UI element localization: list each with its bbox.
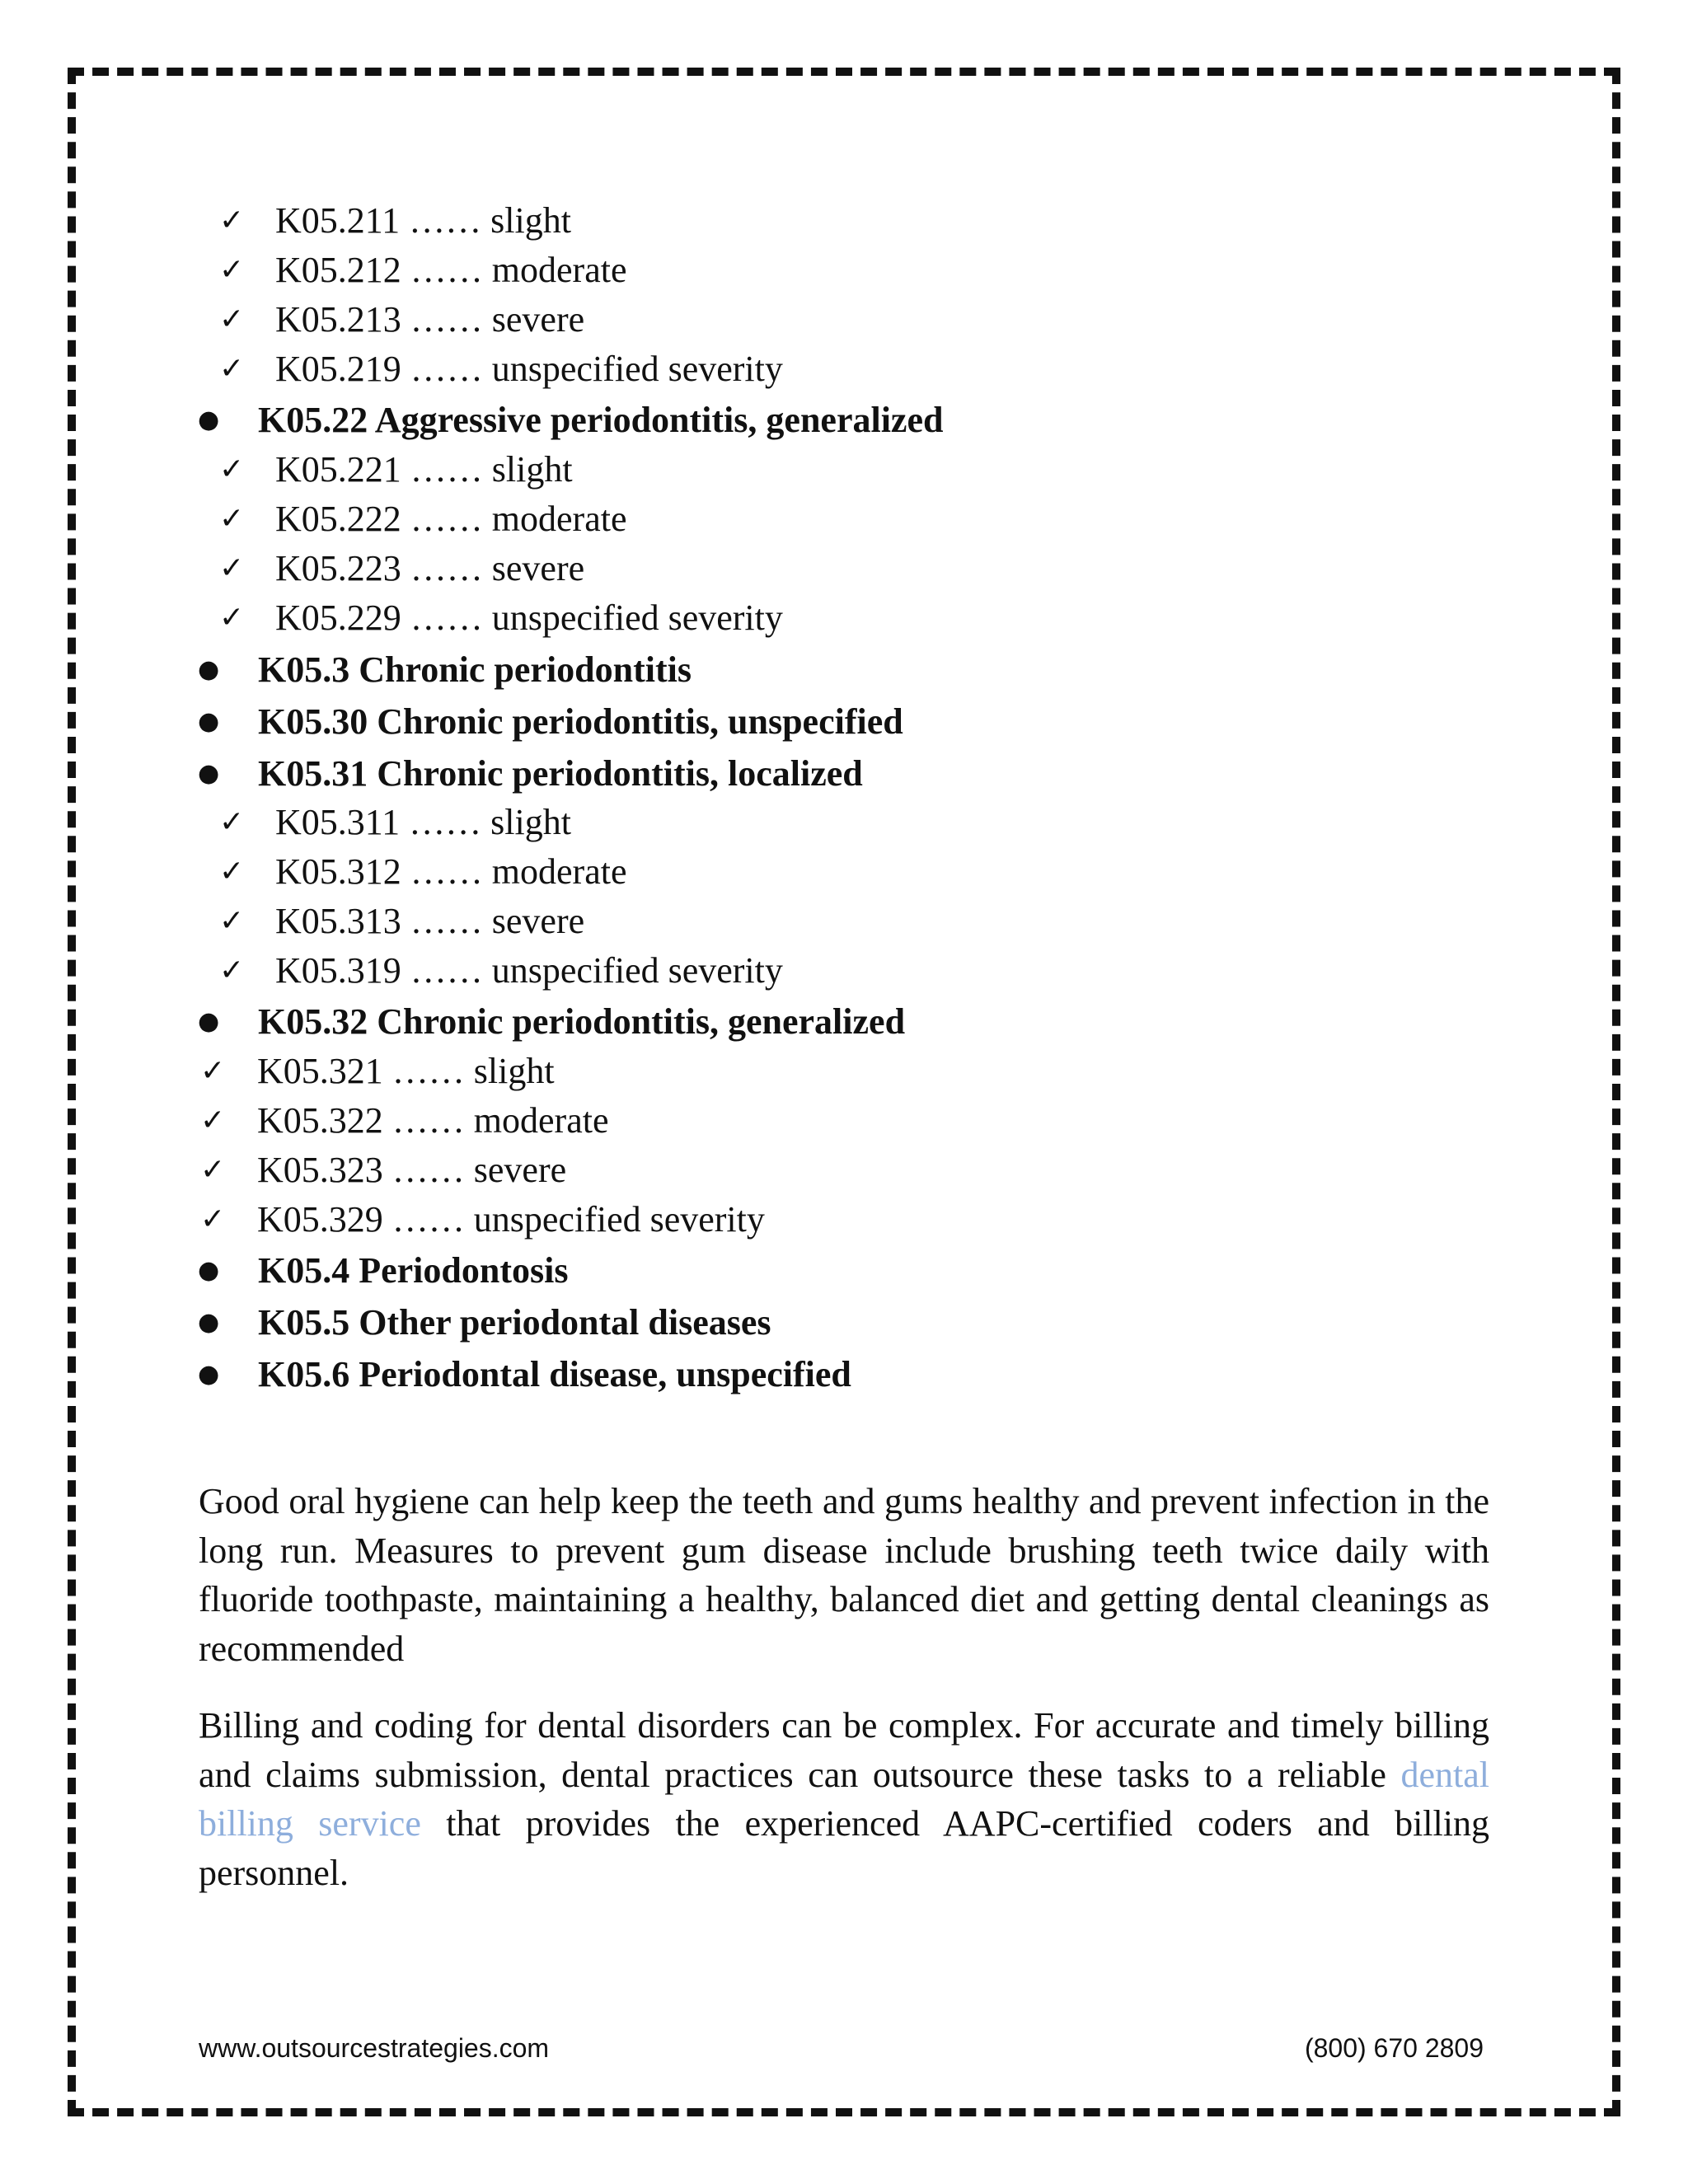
severity: moderate [491,851,627,892]
checkmark-icon: ✓ [219,855,245,888]
checkmark-icon: ✓ [219,253,245,287]
bullet-icon: ● [198,1360,220,1389]
code: K05.212 [275,250,401,290]
code: K05.322 [257,1100,383,1141]
severity: unspecified severity [491,349,783,389]
code: K05.321 [257,1051,383,1091]
checkmark-icon: ✓ [219,352,245,386]
footer-phone: (800) 670 2809 [1304,2033,1484,2063]
bullet-icon: ● [198,1256,220,1285]
heading-item: K05.22 Aggressive periodontitis, generalized [258,400,944,440]
severity: slight [490,200,571,241]
severity: severe [491,901,585,941]
hygiene-paragraph: Good oral hygiene can help keep the teeth and gums healthy and prevent infection in the long run. Measures to prevent gum disease include brushing teeth twice daily with fluoride toothpaste, maintaining a healthy, balanced diet and getting dental cleanings as recommended [199,1481,1489,1669]
bullet-icon: ● [198,405,220,434]
heading-item: K05.31 Chronic periodontitis, localized [258,753,863,794]
footer-website: www.outsourcestrategies.com [199,2033,550,2063]
code: K05.311 [275,802,401,842]
heading-item: K05.30 Chronic periodontitis, unspecified [258,701,903,742]
heading-item: K05.4 Periodontosis [258,1250,569,1291]
checkmark-icon: ✓ [219,452,245,486]
code: K05.222 [275,499,401,539]
code: K05.313 [275,901,401,941]
bullet-icon: ● [198,707,220,736]
code: K05.229 [275,598,401,638]
code: K05.329 [257,1199,383,1240]
severity: unspecified severity [491,598,783,638]
checkmark-icon: ✓ [200,1202,226,1236]
severity: severe [491,548,585,588]
severity: unspecified severity [491,950,783,991]
severity: slight [491,449,573,490]
code: K05.319 [275,950,401,991]
dental-billing-service-link[interactable]: dental billing service [199,1754,1489,1844]
severity: slight [473,1051,555,1091]
heading-item: K05.6 Periodontal disease, unspecified [258,1354,851,1394]
checkmark-icon: ✓ [219,954,245,987]
bullet-icon: ● [198,759,220,788]
heading-item: K05.32 Chronic periodontitis, generalized [258,1001,906,1042]
code: K05.211 [275,200,401,241]
checkmark-icon: ✓ [219,551,245,585]
code: K05.213 [275,299,401,340]
severity: unspecified severity [473,1199,765,1240]
checkmark-icon: ✓ [219,204,245,237]
severity: severe [491,299,585,340]
checkmark-icon: ✓ [219,601,245,635]
code: K05.219 [275,349,401,389]
code: K05.323 [257,1150,383,1190]
billing-paragraph: Billing and coding for dental disorders can be complex. For accurate and timely billing and claims submission, dental practices can outsource these tasks to a reliable dental billing service that provides the experienced AAPC-certified coders and billing personnel. [199,1705,1489,1893]
severity: moderate [491,250,627,290]
code: K05.223 [275,548,401,588]
checkmark-icon: ✓ [200,1054,226,1088]
bullet-icon: ● [198,1308,220,1337]
heading-item: K05.3 Chronic periodontitis [258,649,692,690]
checkmark-icon: ✓ [219,302,245,336]
code: K05.221 [275,449,401,490]
severity: moderate [473,1100,609,1141]
severity: moderate [491,499,627,539]
heading-item: K05.5 Other periodontal diseases [258,1302,771,1343]
document-page: ✓ K05.211 …… slight ✓ K05.212 …… moderate ✓ K05.213 …… severe ✓ K05.219 …… unspecified severity ● K05.22 Aggressive periodontitis, generalized ✓ K05.221 …… slight ✓ K05.222 …… moderate ✓ K05.223 …… severe ✓ K05.229 …… unspecified severity ● K05.3 Chronic periodontitis ● K05.30 Chronic periodontitis, unspecified ● K05.31 Chronic periodontitis, localized ✓ K05.311 …… slight ✓ K05.312 …… moderate ✓ K05.313 …… severe ✓ K05.319 …… unspecified severity ● K05.32 Chronic periodontitis, generalized ✓ K05.321 …… slight ✓ K05.322 …… moderate ✓ K05.323 …… severe ✓ K05.329 …… unspecified severity ● K05.4 Periodontosis ● K05.5 Other periodontal diseases ● K05.6 Periodontal disease, unspecified Good oral hygiene can help keep the teeth and gums healthy and prevent infection in the long run. Measures to prevent gum disease include brushing teeth twice daily with fluoride toothpaste, maintaining a healthy, balanced diet and getting dental cleanings as recommended Billing and coding for dental disorders can be complex. For accurate and timely billing and claims submission, dental practices can outsource these tasks to a reliable dental billing service that provides the experienced AAPC-certified coders and billing personnel. www.outsourcestrategies.com (800) 670 2809 [0,0,1688,2184]
checkmark-icon: ✓ [219,805,245,839]
bullet-icon: ● [198,1007,220,1036]
checkmark-icon: ✓ [219,904,245,938]
checkmark-icon: ✓ [200,1104,226,1137]
code: K05.312 [275,851,401,892]
severity: slight [490,802,571,842]
bullet-icon: ● [198,655,220,684]
severity: severe [473,1150,567,1190]
checkmark-icon: ✓ [219,502,245,536]
checkmark-icon: ✓ [200,1153,226,1187]
